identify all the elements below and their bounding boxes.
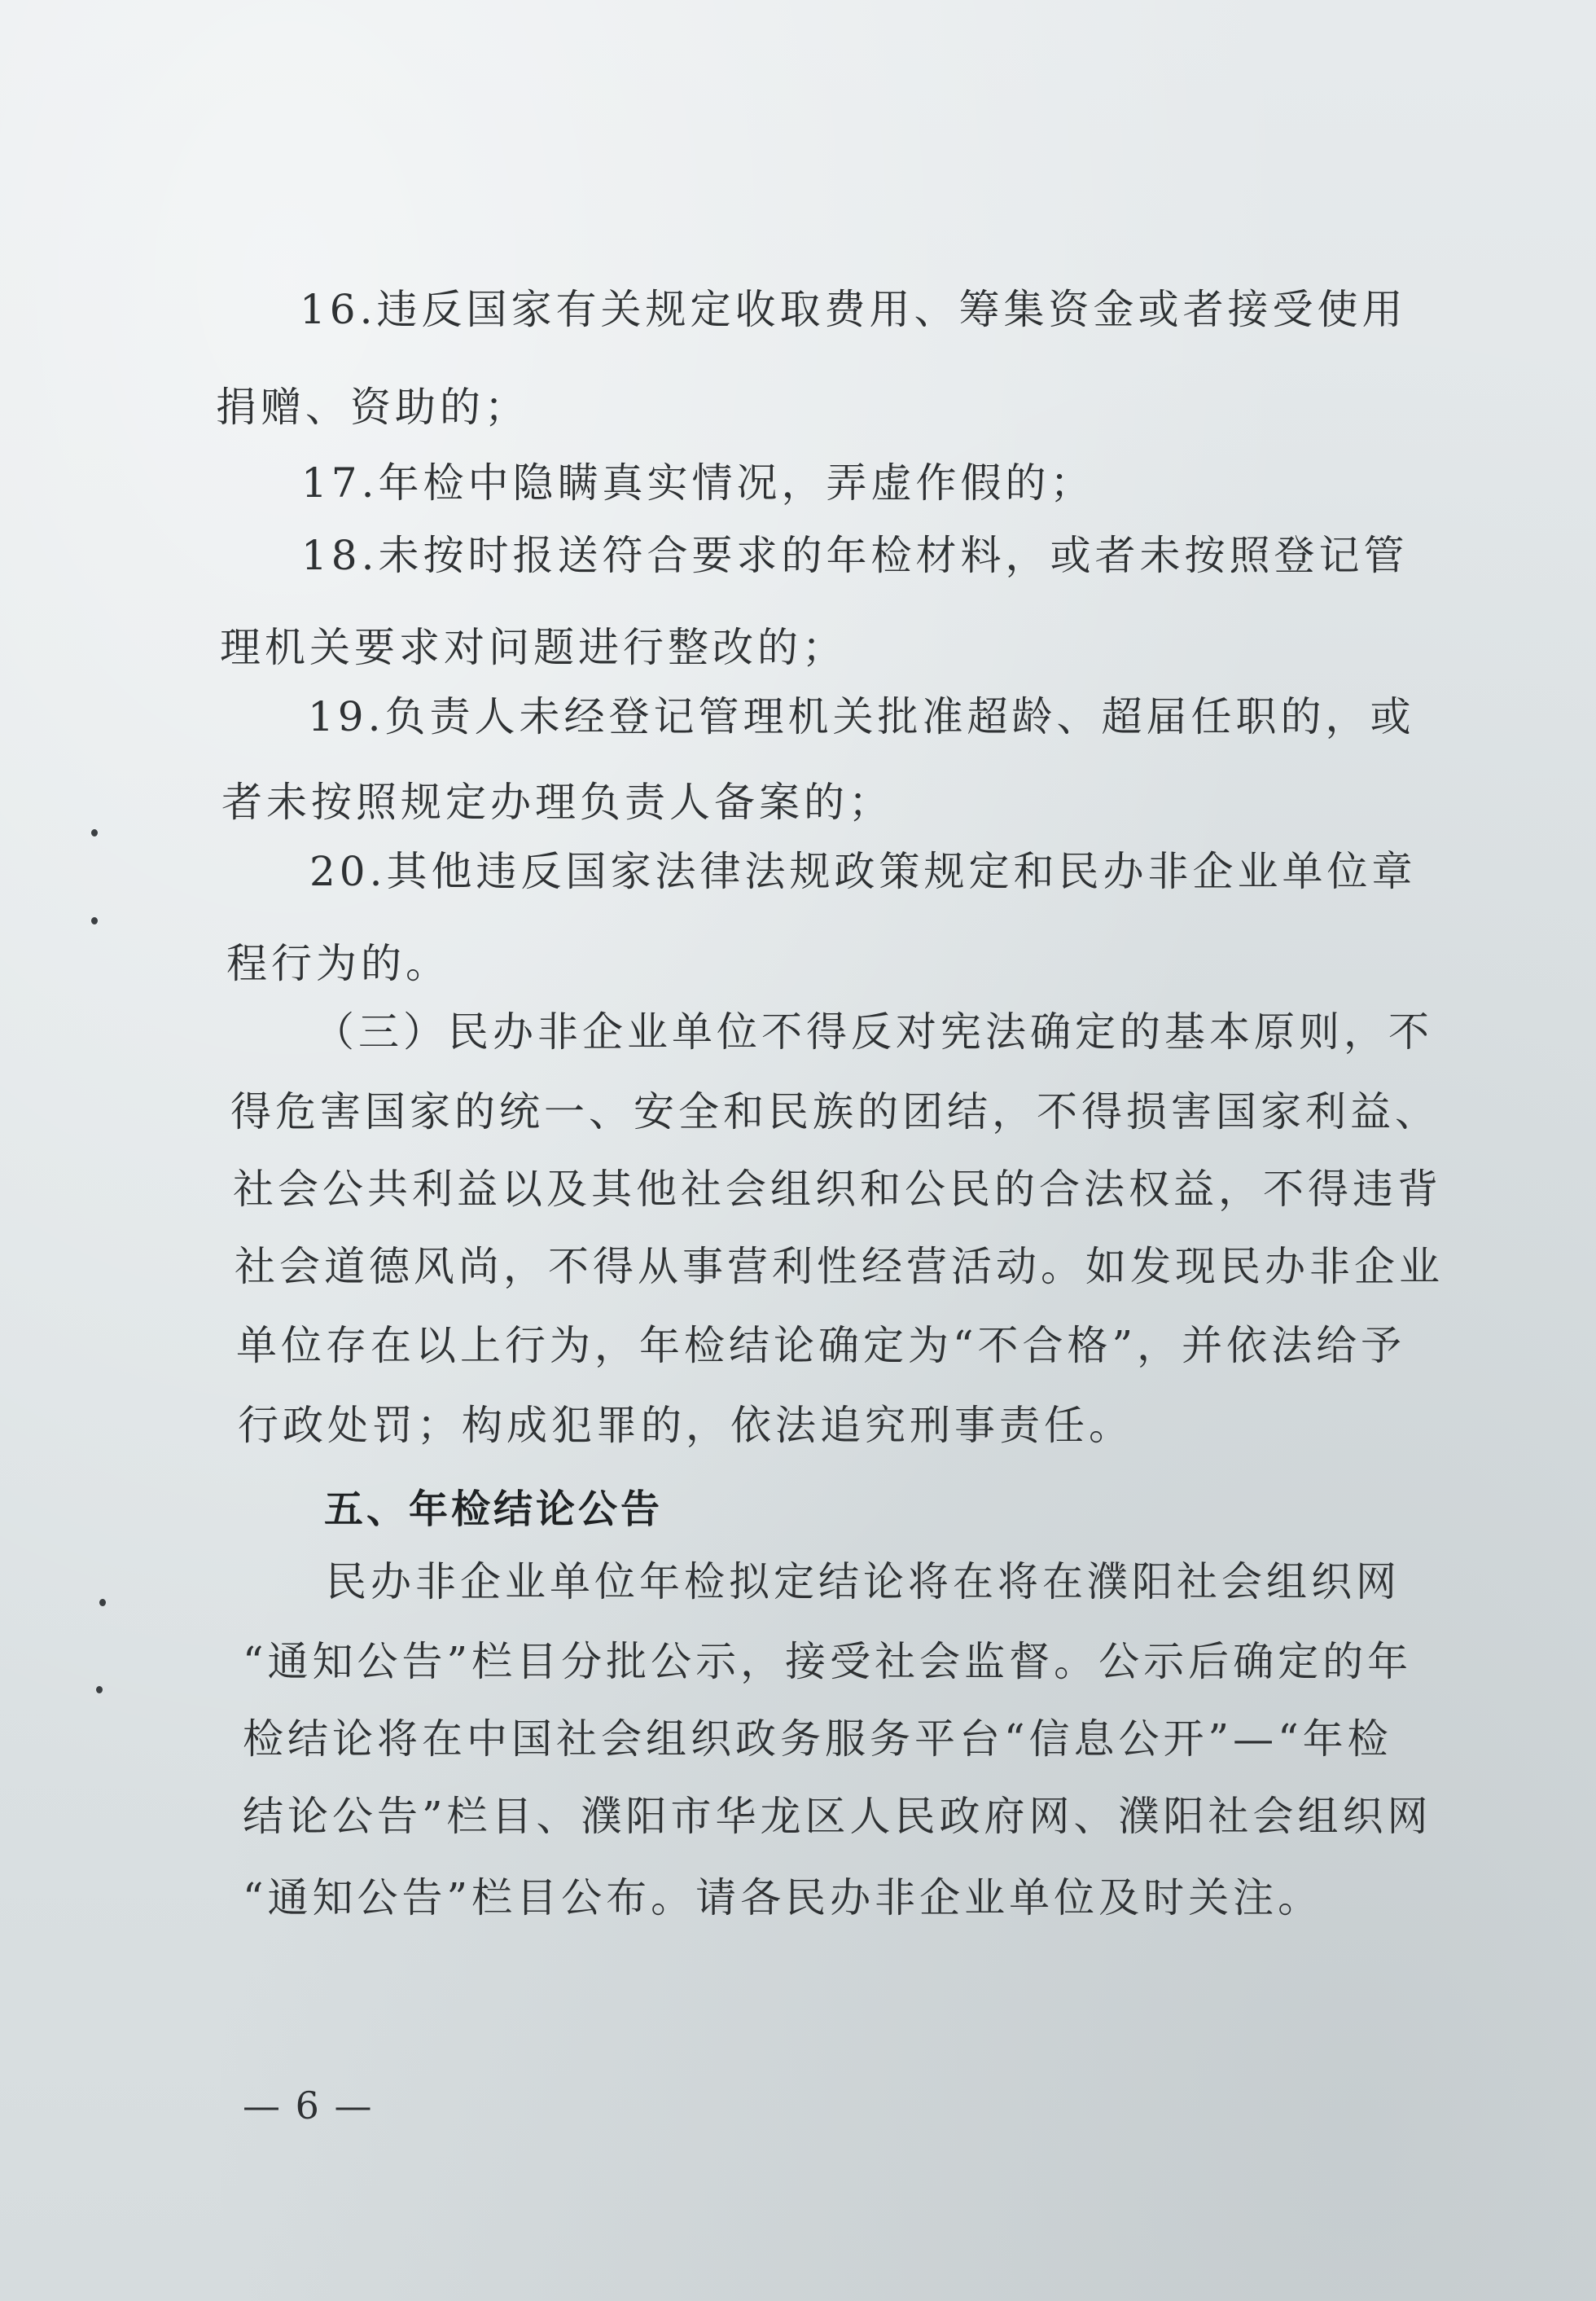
- section-heading: 五、年检结论公告: [324, 1486, 664, 1532]
- binding-hole: [91, 917, 98, 924]
- text-line: 16.违反国家有关规定收取费用、筹集资金或者接受使用: [300, 286, 1407, 333]
- binding-hole: [91, 829, 98, 837]
- text-line: 行政处罚；构成犯罪的，依法追究刑事责任。: [238, 1402, 1133, 1449]
- text-line: 捐赠、资助的；: [216, 384, 529, 431]
- text-line: 19.负责人未经登记管理机关批准超龄、超届任职的，或: [308, 693, 1415, 740]
- text-line: 者未按照规定办理负责人备案的；: [221, 779, 893, 826]
- text-line: 结论公告”栏目、濮阳市华龙区人民政府网、濮阳社会组织网: [243, 1793, 1432, 1840]
- text-line: 检结论将在中国社会组织政务服务平台“信息公开”—“年检: [243, 1715, 1392, 1763]
- text-line: 20.其他违反国家法律法规政策规定和民办非企业单位章: [309, 848, 1417, 895]
- text-line: 民办非企业单位年检拟定结论将在将在濮阳社会组织网: [326, 1558, 1401, 1605]
- page-number: — 6 —: [243, 2084, 374, 2128]
- text-line: 理机关要求对问题进行整改的；: [220, 624, 847, 671]
- text-line: （三）民办非企业单位不得反对宪法确定的基本原则，不: [314, 1008, 1433, 1056]
- text-line: 17.年检中隐瞒真实情况，弄虚作假的；: [301, 459, 1095, 507]
- text-line: 社会道德风尚，不得从事营利性经营活动。如发现民办非企业: [235, 1243, 1444, 1290]
- text-line: 18.未按时报送符合要求的年检材料，或者未按照登记管: [301, 532, 1409, 579]
- text-line: 得危害国家的统一、安全和民族的团结，不得损害国家利益、: [230, 1088, 1440, 1135]
- text-line: 单位存在以上行为，年检结论确定为“不合格”，并依法给予: [236, 1322, 1406, 1369]
- text-line: “通知公告”栏目分批公示，接受社会监督。公示后确定的年: [243, 1638, 1413, 1685]
- binding-hole: [96, 1686, 103, 1693]
- text-line: “通知公告”栏目公布。请各民办非企业单位及时关注。: [243, 1874, 1323, 1921]
- text-line: 社会公共利益以及其他社会组织和公民的合法权益，不得违背: [233, 1166, 1442, 1213]
- binding-hole: [99, 1599, 106, 1606]
- text-line: 程行为的。: [226, 940, 450, 987]
